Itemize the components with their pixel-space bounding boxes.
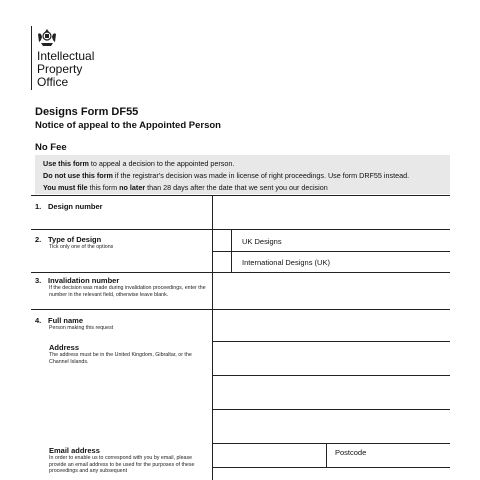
address-line-4-field[interactable]	[213, 444, 326, 467]
question-full-name: 4. Full name	[35, 316, 84, 325]
email-address-field[interactable]	[213, 468, 450, 480]
address-hint: The address must be in the United Kingdom, Gibraltar, or the Channel Islands.	[49, 352, 192, 365]
rule	[31, 229, 450, 230]
instruction-line-1: Use this form to appeal a decision to the appointed person.	[43, 159, 235, 168]
option-international-designs[interactable]: International Designs (UK)	[242, 258, 330, 267]
invalidation-hint: If the decision was made during invalidation proceedings, enter the number in the relevant field, otherwise leave blank.	[49, 285, 206, 298]
international-designs-checkbox[interactable]	[213, 252, 231, 272]
address-line-1-field[interactable]	[213, 342, 450, 375]
question-invalidation-number: 3. Invalidation number	[35, 276, 120, 285]
full-name-hint: Person making this request	[49, 325, 114, 331]
address-label: Address	[49, 343, 80, 352]
invalidation-number-field[interactable]	[213, 273, 450, 309]
question-design-number: 1. Design number	[35, 202, 103, 211]
instruction-line-3: You must file this form no later than 28 days after the date that we sent you our decision	[43, 183, 328, 192]
type-of-design-hint: Tick only one of the options	[49, 244, 114, 250]
option-divider	[231, 229, 232, 272]
address-line-2-field[interactable]	[213, 376, 450, 409]
design-number-field[interactable]	[213, 196, 450, 229]
form-subtitle: Notice of appeal to the Appointed Person	[35, 120, 221, 131]
email-address-hint: In order to enable us to correspond with you by email, please provide an email address to be used for the purposes of these proceedings and any subsequent	[49, 455, 195, 474]
email-address-label: Email address	[49, 446, 100, 455]
option-uk-designs[interactable]: UK Designs	[242, 237, 282, 246]
instructions-box	[35, 155, 450, 194]
question-type-of-design: 2. Type of Design	[35, 235, 102, 244]
address-line-3-field[interactable]	[213, 410, 450, 443]
fee-label: No Fee	[35, 142, 67, 153]
postcode-label: Postcode	[335, 448, 367, 457]
uk-designs-checkbox[interactable]	[213, 230, 231, 251]
rule	[213, 251, 450, 252]
full-name-field[interactable]	[213, 310, 450, 341]
organisation-name: Intellectual Property Office	[37, 49, 95, 89]
instruction-line-2: Do not use this form if the registrar's decision was made in license of right proceedings. Use form DRF55 instead.	[43, 171, 410, 180]
form-title: Designs Form DF55	[35, 106, 139, 118]
royal-crest-icon	[36, 28, 58, 48]
postcode-field[interactable]	[327, 444, 450, 467]
